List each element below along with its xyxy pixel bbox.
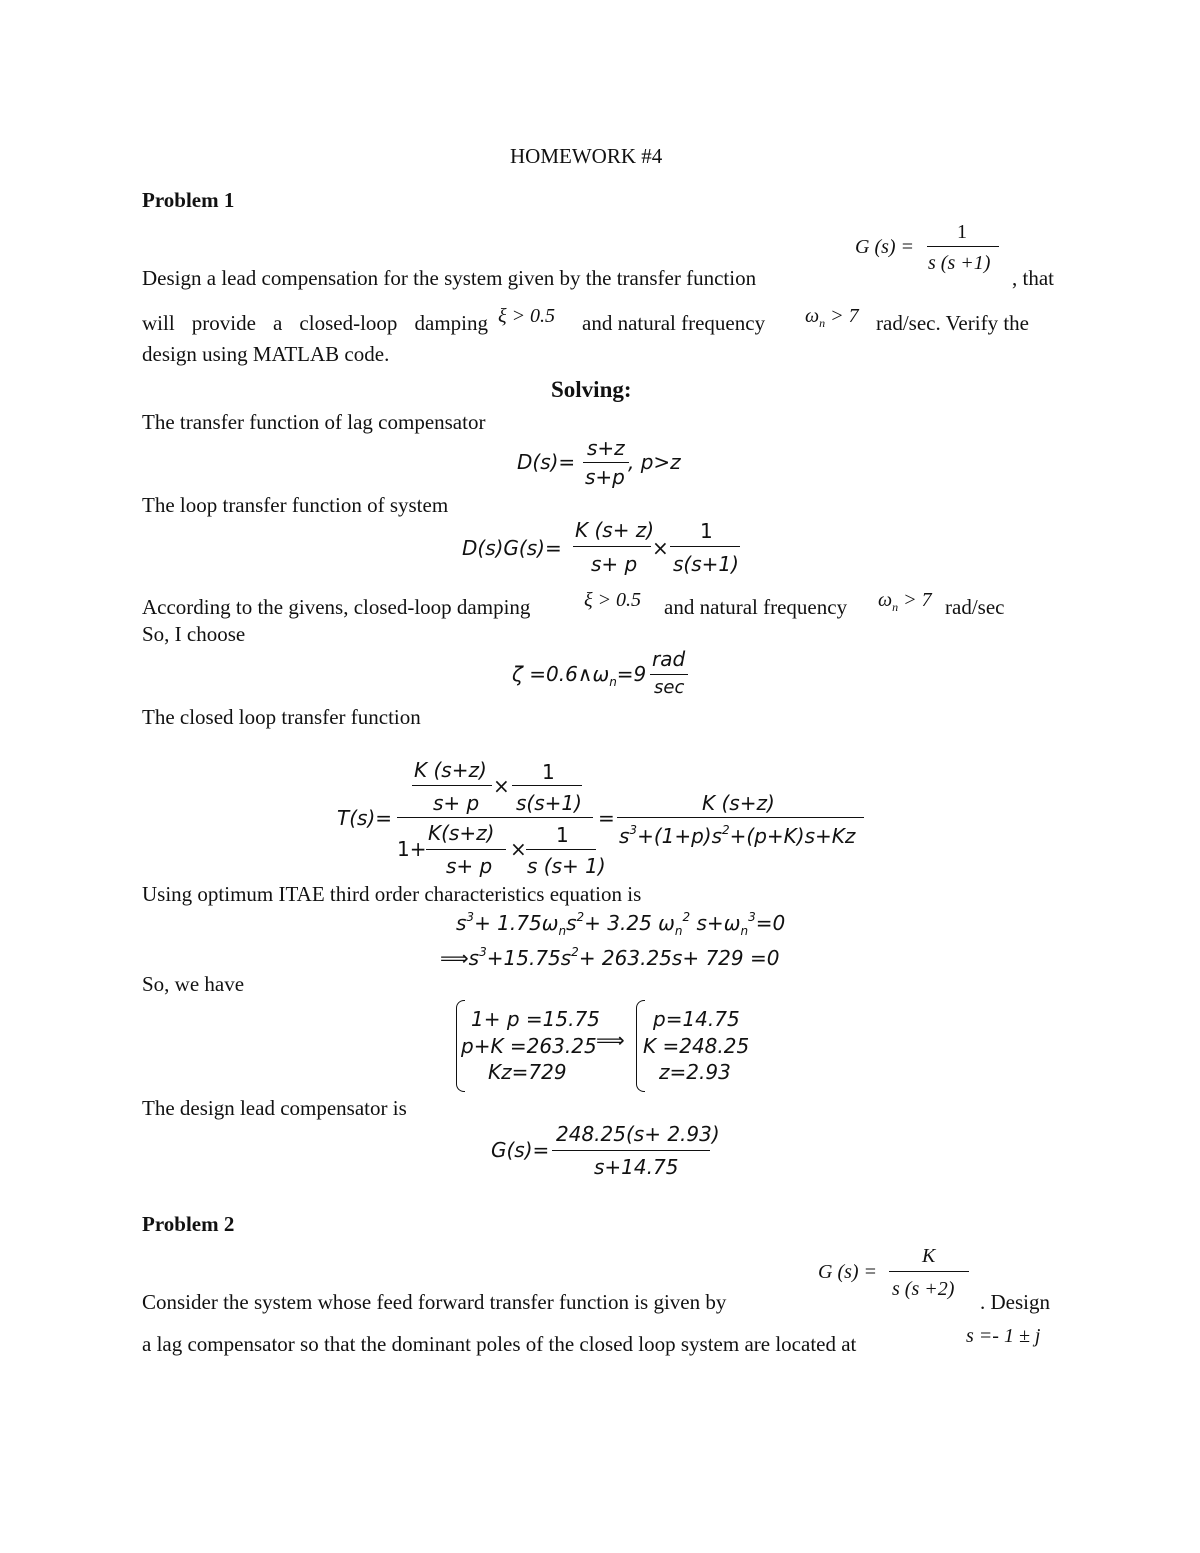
sec-label: sec (654, 677, 685, 698)
T-lhs: T(s)= (337, 806, 392, 830)
T-rhs-den: $s^3+(1+p)s^2+(p+K)s+Kz$ (619, 823, 856, 848)
T-top-den-2: s(s+1) (516, 791, 582, 815)
p2-line-1-end: . Design (980, 1290, 1050, 1314)
p1-transfer-function-num: 1 (957, 221, 967, 243)
T-top-bar-1 (412, 785, 492, 786)
according-text: According to the givens, closed-loop damping (142, 595, 531, 619)
choose-eq-part-2: =9 (616, 662, 647, 686)
omega-symbol: ω (805, 305, 820, 327)
problem-1-heading: Problem 1 (142, 188, 235, 212)
T-bot-den-2: s (s+ 1) (527, 854, 606, 878)
DG-den-2: s(s+1) (673, 552, 739, 576)
DG-times: × (652, 536, 669, 560)
system-left-2: p+K =263.25 (461, 1034, 597, 1058)
DG-bar-1 (573, 546, 651, 547)
T-top-times: × (493, 774, 510, 798)
D-den: s+p (585, 465, 625, 489)
p2-transfer-function-lhs: G (s) = (818, 1261, 878, 1283)
p1-line-2-b: and natural frequency (582, 311, 766, 335)
T-bot-bar-1 (426, 849, 506, 850)
T-bot-num-2: 1 (556, 823, 569, 847)
Gc-lhs: G(s)= (491, 1138, 550, 1162)
DG-num-1: K (s+ z) (575, 518, 655, 542)
p1-transfer-function-bar (927, 246, 999, 247)
according-frequency (878, 589, 932, 612)
system-left-1: 1+ p =15.75 (471, 1007, 600, 1031)
D-num: s+z (587, 436, 625, 460)
p2-transfer-function-num: K (922, 1245, 936, 1267)
omega-subscript: n (819, 316, 826, 330)
p1-line-3: design using MATLAB code. (142, 342, 390, 366)
according-text-b: and natural frequency (664, 595, 848, 619)
T-one-plus: 1+ (397, 837, 427, 861)
T-top-den-1: s+ p (433, 791, 480, 815)
T-bot-times: × (510, 837, 527, 861)
p1-line-2-a: will provide a closed-loop damping (142, 311, 488, 335)
page-title: HOMEWORK #4 (510, 144, 663, 168)
loop-tf-text: The loop transfer function of system (142, 493, 449, 517)
p1-transfer-function-den: s (s +1) (928, 252, 991, 274)
omega-symbol: ω (878, 589, 893, 611)
p1-line-1-end: , that (1012, 266, 1054, 290)
Gc-num: 248.25(s+ 2.93) (556, 1122, 720, 1146)
problem-2-heading: Problem 2 (142, 1212, 235, 1236)
T-rhs-bar (617, 817, 864, 818)
system-right-3: z=2.93 (659, 1060, 731, 1084)
system-left-3: Kz=729 (488, 1060, 567, 1084)
so-have-text: So, we have (142, 972, 245, 996)
T-top-num-2: 1 (542, 760, 555, 784)
T-bot-bar-2 (526, 849, 596, 850)
system-implies: ⟹ (596, 1028, 625, 1052)
solving-heading: Solving: (551, 377, 632, 402)
T-bot-den-1: s+ p (446, 854, 493, 878)
D-condition: , p>z (628, 450, 681, 474)
DG-den-1: s+ p (591, 552, 638, 576)
p2-line-2: a lag compensator so that the dominant poles of the closed loop system are located at (142, 1332, 857, 1356)
DG-num-2: 1 (700, 519, 713, 543)
Gc-den: s+14.75 (594, 1155, 679, 1179)
T-rhs-num: K (s+z) (702, 791, 775, 815)
condition-rest: > 7 (898, 589, 932, 611)
p1-line-1: Design a lead compensation for the system given by the transfer function (142, 266, 757, 290)
D-lhs: D(s)= (517, 450, 576, 474)
itae-text: Using optimum ITAE third order characteristics equation is (142, 882, 642, 906)
choose-text: So, I choose (142, 622, 246, 646)
according-damping: ξ > 0.5 (584, 589, 642, 611)
choose-eq-part: ζ =0.6∧ω (512, 662, 610, 686)
choose-equation (512, 662, 647, 689)
DG-bar-2 (670, 546, 740, 547)
system-right-2: K =248.25 (643, 1034, 750, 1058)
p1-frequency-condition (805, 305, 859, 328)
T-top-num-1: K (s+z) (414, 758, 487, 782)
itae-equation-2: $⟹s^3+15.75s^2+ 263.25s+ 729 =0$ (440, 945, 780, 970)
according-text-c: rad/sec (945, 595, 1005, 619)
DG-lhs: D(s)G(s)= (462, 536, 562, 560)
condition-rest: > 7 (825, 305, 859, 327)
lag-tf-text: The transfer function of lag compensator (142, 410, 486, 434)
p2-transfer-function-den: s (s +2) (892, 1278, 955, 1300)
T-main-bar (397, 817, 593, 818)
T-top-bar-2 (512, 785, 582, 786)
choose-eq-sub: n (609, 675, 617, 689)
p1-transfer-function-lhs: G (s) = (855, 236, 915, 258)
omega-subscript: n (892, 600, 899, 614)
T-equals: = (598, 806, 615, 830)
design-text: The design lead compensator is (142, 1096, 407, 1120)
p2-transfer-function-bar (889, 1271, 969, 1272)
D-bar (583, 462, 629, 463)
rad-sec-bar (650, 674, 688, 675)
itae-equation-1: $s^3+ 1.75\omega_ns^2+ 3.25$ $\omega_n^2$ $s+\omega_n^3=0$ (456, 910, 786, 938)
Gc-bar (552, 1150, 710, 1151)
p1-line-2-c: rad/sec. Verify the (876, 311, 1029, 335)
T-bot-num-1: K(s+z) (428, 821, 495, 845)
p1-damping-condition: ξ > 0.5 (498, 305, 556, 327)
p2-poles: s =- 1 ± j (966, 1325, 1041, 1347)
rad-label: rad (652, 647, 686, 671)
cltf-text: The closed loop transfer function (142, 705, 421, 729)
p2-line-1: Consider the system whose feed forward transfer function is given by (142, 1290, 727, 1314)
system-right-1: p=14.75 (653, 1007, 740, 1031)
